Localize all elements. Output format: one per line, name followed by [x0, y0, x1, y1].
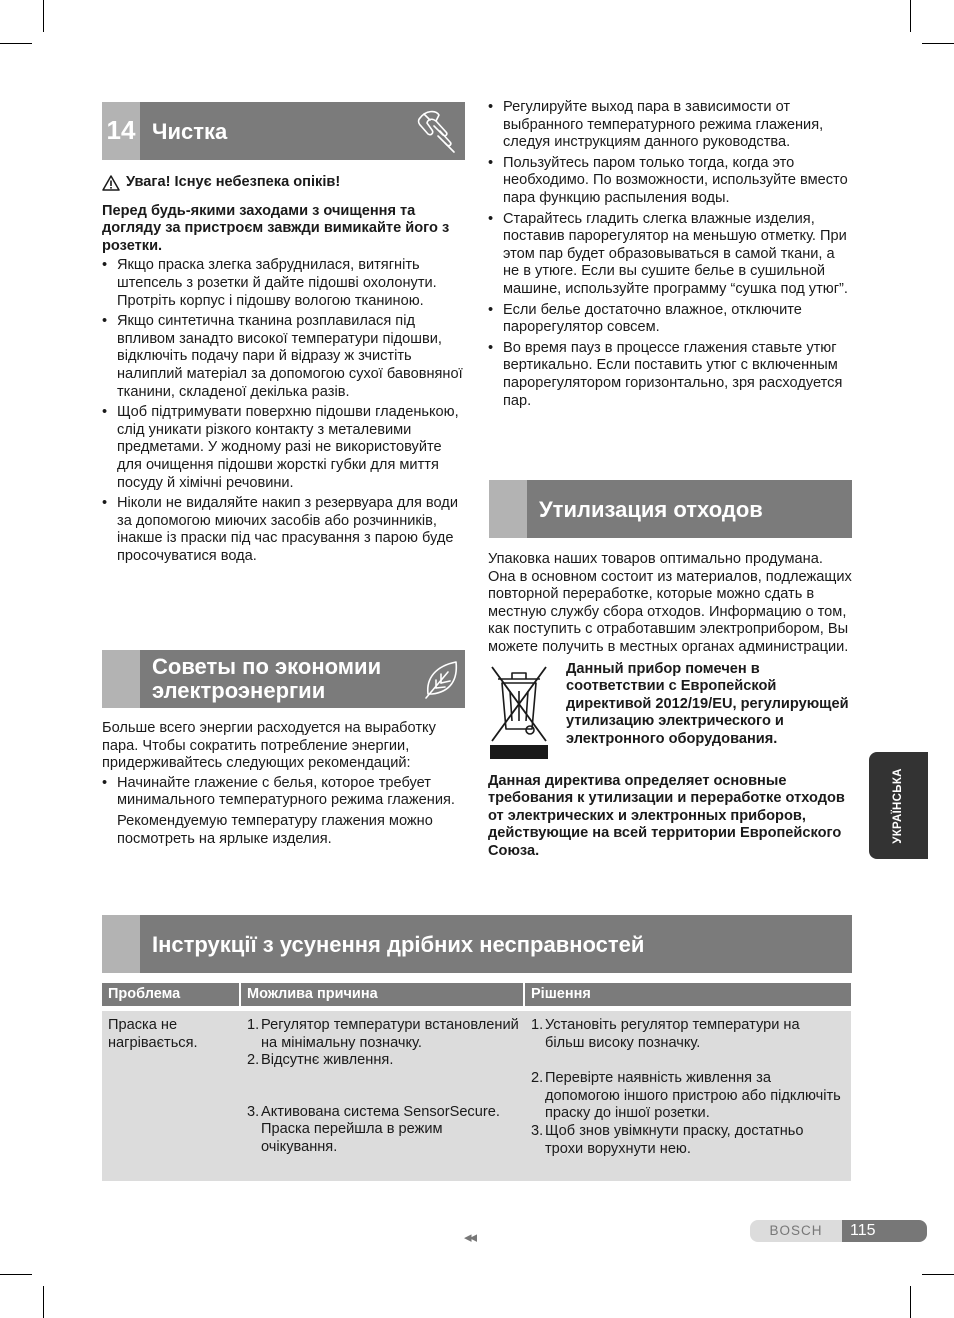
problem-cell: Праска не нагрівається. [108, 1017, 198, 1051]
energy-title [152, 655, 381, 703]
cleaning-list [102, 257, 465, 565]
solution-text: Установіть регулятор температури на більш високу позначку. [545, 1017, 800, 1051]
section-title: Чистка [152, 119, 228, 144]
list-item-continuation: Рекомендуемую температуру глажения можно посмотреть на ярлыке изделия. [117, 812, 433, 847]
cause-number: 2. [247, 1052, 260, 1069]
warning-triangle-icon [102, 175, 120, 191]
crop-mark [910, 0, 911, 32]
disposal-body [488, 551, 853, 861]
lead-text: Перед будь-якими заходами з очищення та догляду за пристроєм завжди вимикайте його з розетки. [102, 202, 450, 254]
solution-text: Щоб знов увімкнути праску, достатньо трохи ворухнути нею. [545, 1122, 804, 1157]
list-item: • Начинайте глажение с белья, которое требует минимального температурного режима глажения. [102, 775, 465, 810]
crop-mark [922, 1274, 954, 1275]
solution-list [531, 1017, 843, 1158]
solution-number: 2. [531, 1070, 544, 1087]
solution-number: 1. [531, 1017, 544, 1033]
language-tab-label: УКРАЇНСЬКА [891, 767, 904, 844]
solution-item [531, 1123, 843, 1158]
hand-wiping-icon [412, 106, 462, 156]
crossed-bin-icon [488, 663, 550, 761]
list-item: • Если белье достаточно влажное, отключите парорегулятор совсем. [488, 302, 853, 337]
section-14-header [102, 102, 465, 160]
list-item: • Пользуйтесь паром только тогда, когда это необходимо. По возможности, используйте вместо пара функцию распыления воды. [488, 155, 853, 208]
leaf-icon [422, 658, 462, 700]
column-header-solution: Рішення [525, 983, 851, 1006]
cause-text: Регулятор температури встановлений на мінімальну позначку. [261, 1017, 519, 1051]
disposal-header [489, 480, 852, 538]
list-item: • Во время пауз в процессе глажения ставьте утюг вертикально. Если поставить утюг с включенным парорегулятором горизонтально, зря расходуется пар. [488, 340, 853, 410]
cause-text: Відсутнє живлення. [261, 1052, 394, 1069]
solution-number: 3. [531, 1122, 544, 1139]
brand-label: BOSCH [750, 1220, 842, 1242]
solution-item [531, 1017, 843, 1052]
cause-item [247, 1052, 522, 1070]
warning-line [102, 174, 465, 192]
list-item: • Щоб підтримувати поверхню підошви гладенькою, слід уникати різкого контакту з металевими предметами. У жодному разі не використовуйте для очищення підошви жорсткі губки для миття посуду й хімічні речовини. [102, 404, 465, 492]
section-tab [102, 915, 140, 973]
energy-title-line: Советы по экономии [152, 654, 382, 679]
page-number: 115 [842, 1220, 927, 1242]
list-item: • Регулируйте выход пара в зависимости от выбранного температурного режима глажения, следуя инструкциям данного руководства. [488, 99, 853, 152]
weee-text: Данный прибор помечен в соответствии с Европейской директивой 2012/19/EU, регулирующей утилизацию электрического и электронного оборудования. [566, 660, 849, 747]
crop-mark [0, 1274, 32, 1275]
cause-number: 3. [247, 1103, 260, 1120]
cause-item [247, 1104, 522, 1157]
list-item: • Старайтесь гладить слегка влажные изделия, поставив парорегулятор на меньшую отметку. При этом пар будет образовываться в самой ткани, а не в утюге. Если вы сушите белье в сушильной машине, используйте программу “сушка под утюг”. [488, 211, 853, 299]
troubleshooting-title: Інструкції з усунення дрібних несправностей [152, 932, 645, 957]
section-tab [102, 650, 140, 708]
directive-text: Данная директива определяет основные требования к утилизации и переработке отходов от электрических и электронных приборов, действующие на всей территории Европейского Союза. [488, 772, 845, 859]
crop-mark [43, 1286, 44, 1318]
crop-mark [43, 0, 44, 32]
cause-item [247, 1017, 522, 1052]
list-item: • Якщо праска злегка забруднилася, витягніть штепсель з розетки й дайте підошві охолонути. Протріть корпус і підошву вологою тканиною. [102, 257, 465, 310]
section-tab [489, 480, 527, 538]
disposal-title: Утилизация отходов [539, 497, 763, 522]
list-item: • Якщо синтетична тканина розплавилася під впливом занадто високої температури підошви, відключіть подачу пари й відразу ж зчистіть налиплий матеріал за допомогою сухої бавовняної тканини, складеної декілька разів. [102, 313, 465, 401]
warning-text: Увага! Існує небезпека опіків! [126, 174, 341, 190]
cause-text: Активована система SensorSecure. Праска перейшла в режим очікування. [261, 1103, 500, 1155]
crop-mark [0, 43, 32, 44]
energy-title-line: электроэнергии [152, 678, 326, 703]
page-nav-arrows: ◂◂ [464, 1229, 476, 1246]
energy-tips-list [488, 99, 853, 413]
crop-mark [922, 43, 954, 44]
energy-header [102, 650, 465, 708]
column-header-problem: Проблема [102, 983, 239, 1006]
crop-mark [910, 1286, 911, 1318]
language-tab [869, 752, 928, 859]
table-row [102, 1011, 851, 1181]
section-14-body [102, 174, 465, 568]
solution-text: Перевірте наявність живлення за допомогою іншого пристрою або підключіть праску до іншої розетки. [545, 1070, 841, 1122]
column-header-cause: Можлива причина [241, 983, 523, 1006]
energy-list [102, 775, 465, 848]
energy-body [102, 720, 465, 851]
cause-list [247, 1017, 522, 1157]
energy-intro: Больше всего энергии расходуется на выработку пара. Чтобы сократить потребление энергии, придерживайтесь следующих рекомендаций: [102, 720, 436, 772]
cause-number: 1. [247, 1017, 260, 1033]
troubleshooting-header [102, 915, 852, 973]
list-item: • Ніколи не видаляйте накип з резервуара для води за допомогою миючих засобів або розчинників, інакше із праски під час прасування з парою буде просочуватися вода. [102, 495, 465, 565]
section-number: 14 [106, 115, 136, 146]
weee-block [488, 661, 853, 765]
solution-item [531, 1070, 843, 1123]
disposal-intro: Упаковка наших товаров оптимально продумана. Она в основном состоит из материалов, подлежащих повторной переработке, которые можно сдать в местную службу сбора отходов. Информацию о том, как поступить с отработавшим электроприбором, Вы можете получить в местных органах администрации. [488, 551, 852, 655]
